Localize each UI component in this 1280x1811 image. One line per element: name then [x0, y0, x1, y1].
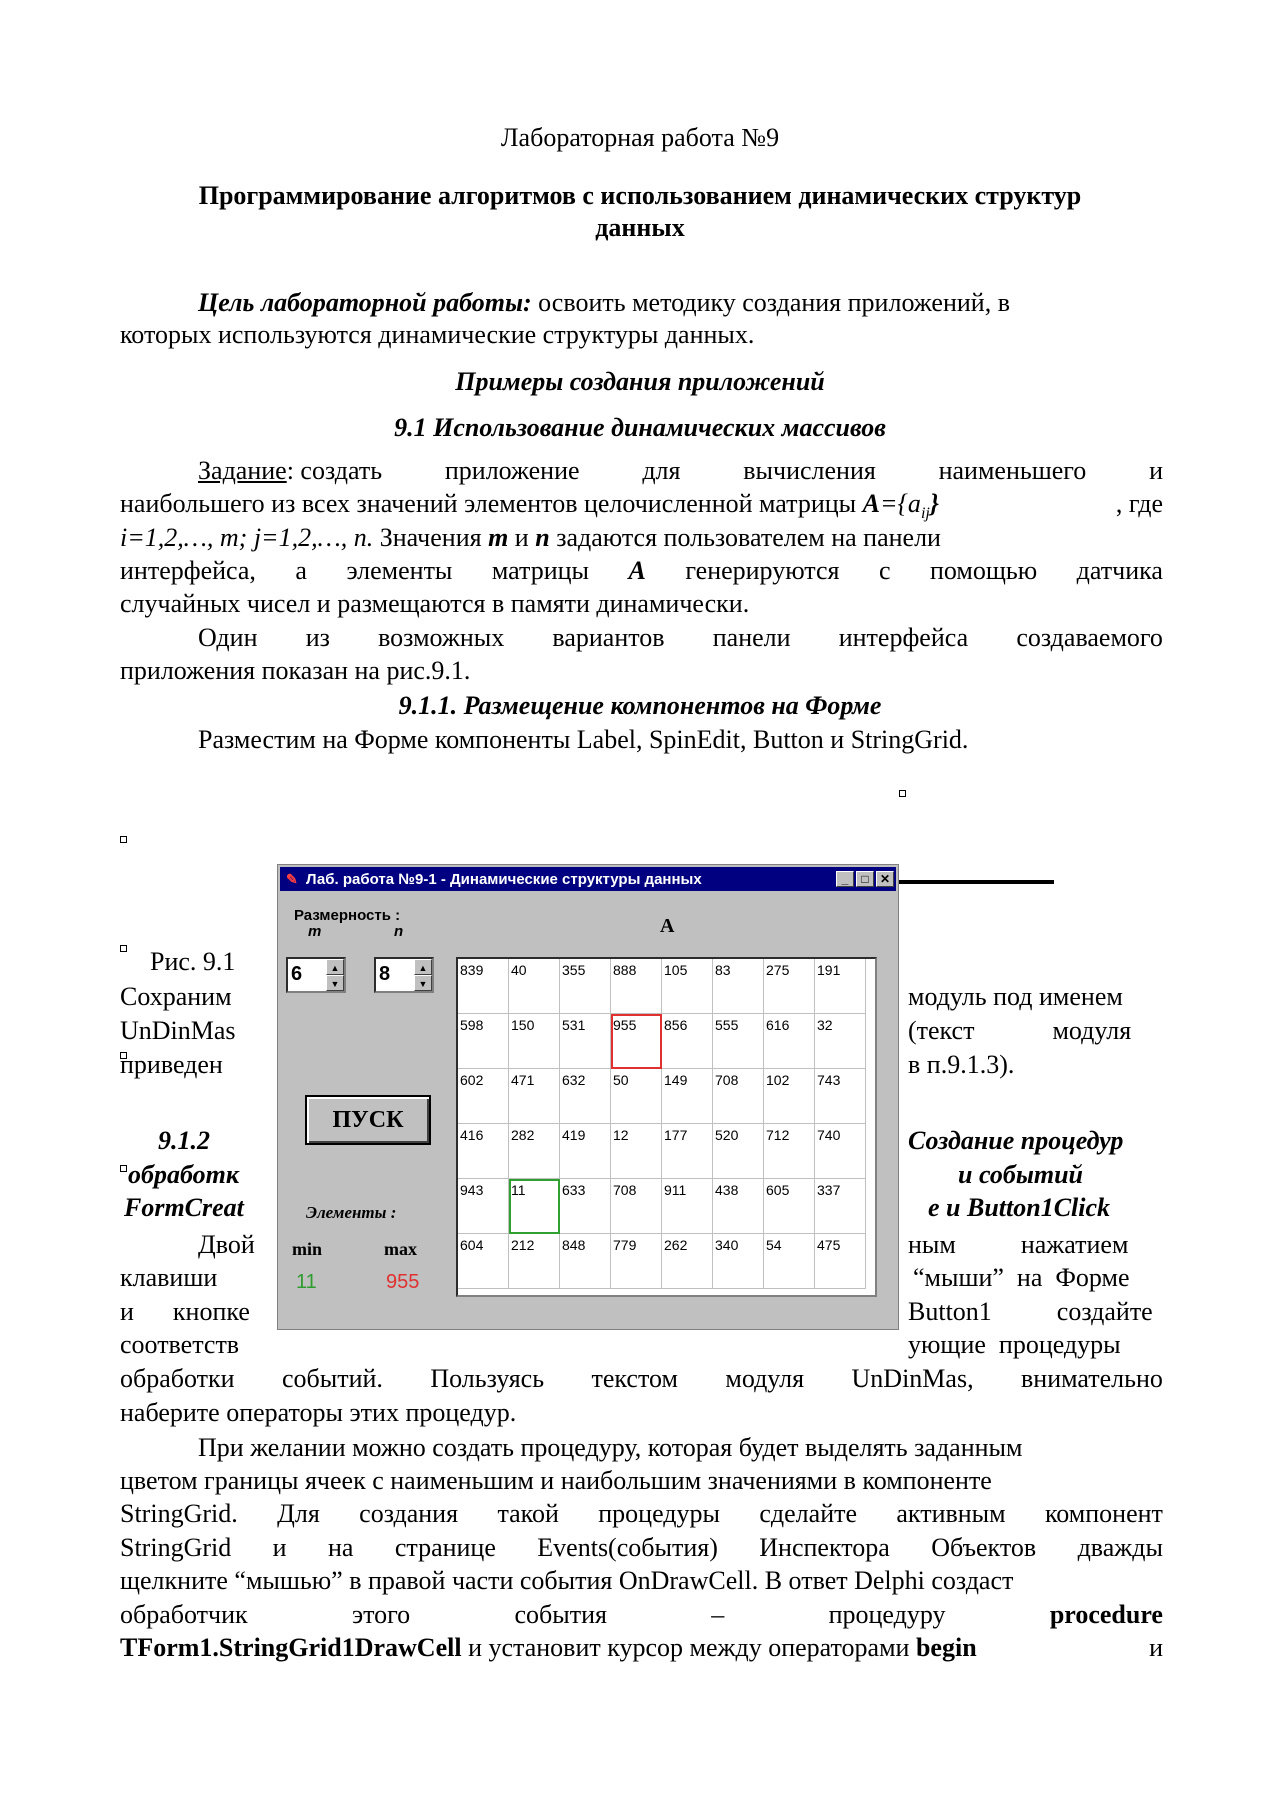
string-grid[interactable] [456, 957, 877, 1297]
task-word: вычисления [743, 456, 876, 485]
grid-cell[interactable]: 632 [560, 1069, 611, 1124]
grid-cell[interactable]: 475 [815, 1234, 866, 1289]
para-text: и установит курсор между операторами [461, 1633, 916, 1662]
n-spinedit[interactable] [374, 957, 434, 993]
task-word: матрицы [491, 556, 590, 585]
anchor-marker [899, 790, 906, 797]
grid-cell[interactable]: 438 [713, 1179, 764, 1234]
close-button[interactable]: ✕ [876, 871, 894, 887]
para-word: событий. [282, 1364, 383, 1393]
minimize-button[interactable]: _ [836, 871, 854, 887]
keyword-procedure: procedure [1049, 1600, 1163, 1629]
variant-line-1 [198, 622, 1163, 654]
para-b-line-5: щелкните “мышью” в правой части события OnDrawCell. В ответ Delphi создаст [120, 1566, 1014, 1595]
m-label: m [308, 923, 322, 940]
para-word: Инспектора [759, 1533, 890, 1562]
para-word: текстом [591, 1364, 678, 1393]
para-word: внимательно [1021, 1364, 1163, 1393]
grid-cell[interactable]: 212 [509, 1234, 560, 1289]
grid-cell[interactable]: 355 [560, 959, 611, 1014]
window-title: Лаб. работа №9-1 - Динамические структуры данных [306, 870, 702, 888]
grid-cell[interactable]: 340 [713, 1234, 764, 1289]
para-word: на [327, 1533, 354, 1562]
para-text: и [1149, 1633, 1163, 1662]
run-button[interactable]: ПУСК [305, 1095, 431, 1145]
grid-cell[interactable]: 743 [815, 1069, 866, 1124]
dbl-left-4: соответств [120, 1330, 240, 1359]
grid-cell[interactable]: 708 [713, 1069, 764, 1124]
grid-cell[interactable]: 105 [662, 959, 713, 1014]
task-text: , где [1115, 489, 1163, 518]
task-word: : создать [286, 456, 383, 485]
dbl-left-2: клавиши [120, 1263, 218, 1292]
task-line-3 [120, 522, 941, 554]
task-ranges: i=1,2,…, m; j=1,2,…, n. [120, 523, 374, 552]
save-left-3: приведен [120, 1050, 223, 1079]
para-word: этого [351, 1600, 411, 1629]
keyword-begin: begin [915, 1633, 977, 1662]
grid-cell[interactable]: 531 [560, 1014, 611, 1069]
goal-label: Цель лабораторной работы: [198, 288, 532, 317]
procedure-name: TForm1.StringGrid1DrawCell [120, 1633, 462, 1662]
variant-word: создаваемого [1016, 623, 1163, 652]
save-left-1: Сохраним [120, 982, 232, 1011]
task-word: датчика [1076, 556, 1163, 585]
grid-cell[interactable]: 102 [764, 1069, 815, 1124]
app-icon: ✎ [286, 871, 298, 887]
grid-cell[interactable]: 150 [509, 1014, 560, 1069]
variant-word: из [305, 623, 330, 652]
grid-cell[interactable]: 848 [560, 1234, 611, 1289]
para-word: Для [277, 1499, 320, 1528]
m-value: 6 [291, 963, 303, 985]
para-b-line-3 [120, 1498, 1163, 1530]
heading-line-2: данных [595, 213, 685, 242]
para-b-line-6 [120, 1599, 1163, 1631]
task-text: Значения [373, 523, 489, 552]
grid-cell[interactable]: 888 [611, 959, 662, 1014]
spin-down-icon[interactable]: ▼ [414, 975, 432, 991]
grid-cell[interactable]: 12 [611, 1124, 662, 1179]
task-word: помощью [930, 556, 1038, 585]
heading-line-1: Программирование алгоритмов с использованием динамических структур [198, 181, 1082, 210]
task-word: с [878, 556, 891, 585]
m-symbol: m [488, 523, 509, 552]
para-word: Пользуясь [430, 1364, 545, 1393]
dbl-right-2: “мыши” на Форме [913, 1263, 1130, 1292]
section-9-1-heading: 9.1 Использование динамических массивов [394, 413, 886, 442]
para-word: сделайте [759, 1499, 858, 1528]
min-value: 11 [296, 1271, 317, 1293]
grid-cell[interactable]: 779 [611, 1234, 662, 1289]
para-word: события [514, 1600, 607, 1629]
grid-cell[interactable]: 520 [713, 1124, 764, 1179]
grid-cell[interactable]: 555 [713, 1014, 764, 1069]
grid-cell[interactable]: 50 [611, 1069, 662, 1124]
task-line-1 [198, 455, 1163, 487]
task-line-4 [120, 555, 1163, 587]
para-a-line-2: наберите операторы этих процедур. [120, 1398, 517, 1427]
matrix-def: ={a [879, 489, 921, 518]
sec912-left-2: обработк [128, 1160, 240, 1189]
save-right-1: модуль под именем [908, 982, 1123, 1011]
grid-cell[interactable]: 604 [458, 1234, 509, 1289]
para-word: компонент [1044, 1499, 1163, 1528]
section-9-1-1-heading: 9.1.1. Размещение компонентов на Форме [398, 691, 882, 720]
para-word: такой [497, 1499, 559, 1528]
figure-connector-line [899, 880, 1054, 884]
para-b-line-2: цветом границы ячеек с наименьшим и наибольшим значениями в компоненте [120, 1466, 992, 1495]
dbl-right-4: ующие процедуры [908, 1330, 1121, 1359]
matrix-subscript: ij [920, 505, 930, 523]
task-word: приложение [444, 456, 580, 485]
para-b-line-4 [120, 1532, 1163, 1564]
para-word: обработчик [120, 1600, 248, 1629]
para-word: UnDinMas, [851, 1364, 974, 1393]
goal-text: освоить методику создания приложений, в [531, 288, 1010, 317]
task-line-5: случайных чисел и размещаются в памяти динамически. [120, 589, 750, 618]
para-word: StringGrid. [120, 1499, 238, 1528]
goal-line-2: которых используются динамические структуры данных. [120, 320, 755, 349]
para-word: Объектов [931, 1533, 1037, 1562]
app-window-figure [277, 864, 899, 1330]
grid-cell[interactable]: 911 [662, 1179, 713, 1234]
anchor-marker [120, 836, 127, 843]
elements-label: Элементы : [306, 1203, 397, 1222]
para-word: процедуру [828, 1600, 946, 1629]
dbl-right-3: Button1 создайте [908, 1297, 1153, 1326]
para-word: дважды [1077, 1533, 1163, 1562]
para-word: Events(события) [537, 1533, 718, 1562]
anchor-marker [120, 1165, 127, 1172]
grid-cell[interactable]: 633 [560, 1179, 611, 1234]
para-word: модуля [725, 1364, 805, 1393]
grid-cell[interactable]: 32 [815, 1014, 866, 1069]
grid-cell[interactable]: 337 [815, 1179, 866, 1234]
save-left-2: UnDinMas [120, 1016, 236, 1045]
dbl-right-1: ным нажатием [908, 1230, 1129, 1259]
n-label: n [394, 923, 404, 940]
save-right-2: (текст модуля [908, 1016, 1132, 1045]
grid-cell[interactable]: 262 [662, 1234, 713, 1289]
grid-cell[interactable]: 275 [764, 959, 815, 1014]
grid-cell[interactable]: 740 [815, 1124, 866, 1179]
dimension-label: Размерность : [294, 907, 401, 924]
task-word: и [1149, 456, 1163, 485]
window-titlebar [280, 867, 896, 891]
grid-cell[interactable]: 191 [815, 959, 866, 1014]
para-word: создания [359, 1499, 459, 1528]
m-spin-arrows[interactable] [326, 959, 344, 991]
grid-cell[interactable]: 598 [458, 1014, 509, 1069]
grid-cell[interactable]: 605 [764, 1179, 815, 1234]
grid-cell[interactable]: 419 [560, 1124, 611, 1179]
grid-cell[interactable]: 282 [509, 1124, 560, 1179]
grid-cell[interactable]: 11 [509, 1179, 560, 1234]
sec912-right-3: е и Button1Click [928, 1193, 1111, 1222]
m-spinedit[interactable] [286, 957, 346, 993]
grid-cell[interactable]: 856 [662, 1014, 713, 1069]
maximize-button[interactable]: □ [856, 871, 874, 887]
para-word: процедуры [598, 1499, 720, 1528]
examples-heading: Примеры создания приложений [455, 367, 825, 396]
grid-cell[interactable]: 943 [458, 1179, 509, 1234]
para-b-line-1: При желании можно создать процедуру, которая будет выделять заданным [198, 1433, 1023, 1462]
grid-cell[interactable]: 83 [713, 959, 764, 1014]
spin-down-icon[interactable]: ▼ [326, 975, 344, 991]
para-word: – [711, 1600, 725, 1629]
para-word: активным [896, 1499, 1006, 1528]
save-right-3: в п.9.1.3). [908, 1050, 1015, 1079]
dbl-left-3: и кнопке [120, 1297, 250, 1326]
task-text: задаются пользователем на панели [549, 523, 941, 552]
task-word: элементы [346, 556, 453, 585]
grid-cell[interactable]: 177 [662, 1124, 713, 1179]
grid-cell[interactable]: 708 [611, 1179, 662, 1234]
task-word: а [295, 556, 307, 585]
para-b-line-7 [120, 1632, 1163, 1664]
para-word: и [272, 1533, 287, 1562]
task-word: генерируются [685, 556, 840, 585]
max-value: 955 [386, 1271, 420, 1293]
task-word: наименьшего [938, 456, 1087, 485]
task-word: интерфейса, [120, 556, 256, 585]
anchor-marker [120, 945, 127, 952]
variant-word: интерфейса [838, 623, 969, 652]
task-text: наибольшего из всех значений элементов целочисленной матрицы [120, 489, 863, 518]
grid-cell[interactable]: 955 [611, 1014, 662, 1069]
sec912-left-3: FormCreat [124, 1193, 244, 1222]
matrix-symbol: A [628, 556, 646, 585]
dbl-left-1: Двой [198, 1230, 255, 1259]
grid-cell[interactable]: 471 [509, 1069, 560, 1124]
task-text: и [508, 523, 536, 552]
n-spin-arrows[interactable] [414, 959, 432, 991]
variant-word: панели [712, 623, 791, 652]
matrix-close: } [929, 489, 939, 518]
n-symbol: n [535, 523, 550, 552]
variant-word: Один [198, 623, 258, 652]
grid-cell[interactable]: 149 [662, 1069, 713, 1124]
grid-cell[interactable]: 54 [764, 1234, 815, 1289]
components-line: Разместим на Форме компоненты Label, SpinEdit, Button и StringGrid. [198, 725, 969, 754]
grid-cell[interactable]: 416 [458, 1124, 509, 1179]
grid-cell[interactable]: 602 [458, 1069, 509, 1124]
para-a-line-1 [120, 1363, 1163, 1395]
sec912-right-2: и событий [958, 1160, 1084, 1189]
sec912-right-1: Создание процедур [908, 1126, 1124, 1155]
grid-cell[interactable]: 616 [764, 1014, 815, 1069]
para-word: обработки [120, 1364, 235, 1393]
variant-line-2: приложения показан на рис.9.1. [120, 656, 471, 685]
spin-up-icon[interactable]: ▲ [326, 959, 344, 975]
min-label: min [292, 1239, 323, 1259]
grid-cell[interactable]: 839 [458, 959, 509, 1014]
task-word: для [642, 456, 681, 485]
matrix-label: A [660, 915, 675, 937]
variant-word: возможных [378, 623, 505, 652]
lab-title: Лабораторная работа №9 [500, 123, 780, 152]
max-label: max [384, 1239, 417, 1259]
sec912-left-1: 9.1.2 [158, 1126, 210, 1155]
variant-word: вариантов [552, 623, 665, 652]
goal-line-1 [198, 287, 1010, 319]
spin-up-icon[interactable]: ▲ [414, 959, 432, 975]
grid-cell[interactable]: 40 [509, 959, 560, 1014]
n-value: 8 [379, 963, 391, 985]
matrix-symbol: A [862, 489, 880, 518]
para-word: StringGrid [120, 1533, 232, 1562]
para-word: странице [394, 1533, 496, 1562]
grid-cell[interactable]: 712 [764, 1124, 815, 1179]
figure-caption: Рис. 9.1 [150, 947, 236, 976]
task-label: Задание [198, 456, 287, 485]
